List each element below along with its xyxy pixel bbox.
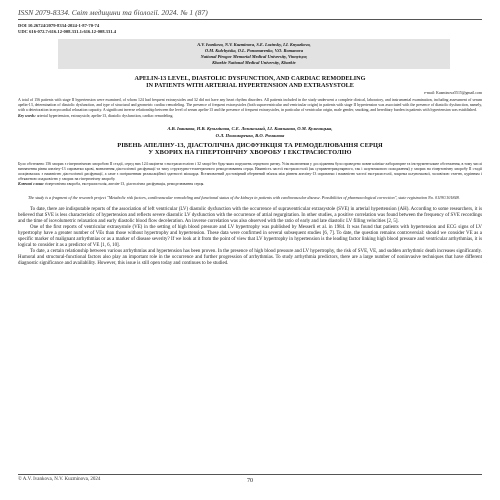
keywords-ua-text: гіпертонічна хвороба, екстрасистолія, апелін-13, діастолічна дисфункція, ремоделювання серця. bbox=[43, 182, 205, 187]
page-number: 70 bbox=[247, 478, 253, 484]
keywords-en bbox=[18, 114, 482, 119]
keywords-en-label: Key words: bbox=[18, 114, 36, 119]
article-title-ua bbox=[18, 142, 482, 156]
article-meta bbox=[18, 23, 482, 35]
authors-line-1: A.V. Ivankova, N.V. Kuzminova, S.E. Lozinsky, I.I. Knyazkova, bbox=[197, 42, 311, 47]
authors-ua-line-1: А.В. Іванкова, Н.В. Кузьмінова, С.Е. Лозинський, І.І. Князькова, О.М. Кульчицька, bbox=[167, 126, 333, 132]
title-en-line-1: APELIN-13 LEVEL, DIASTOLIC DYSFUNCTION, AND CARDIAC REMODELING bbox=[134, 74, 366, 82]
authors-ua-line-2: О.Л. Пономаренко, В.О. Романова bbox=[215, 132, 285, 138]
authors-line-2: O.M. Kulchytska, O.L. Ponomarenko, V.O. Romanova bbox=[204, 47, 304, 53]
journal-header: ISSN 2079-8334. Світ медицини та біології. 2024. № 1 (87) bbox=[18, 8, 482, 20]
body-paragraph-1: To date, there are indisputable reports of the association of left ventricular (LV) diastolic dysfunction with the occurrence of supraventricular extrasystole (SVE) in arterial hypertension (AH). According to some researchers, it is believed that SVE is less characteristic of hypertension and reflects severe diastolic LV dysfunction with the occurrence of atrial regurgitation. In other studies, a positive correlation was found between the frequency of SVE recordings and the time of isovolumetric relaxation and early diastolic blood flow deceleration. An inverse correlation was also observed with the ratio of early and late diastolic LV filling velocities [2, 5]. bbox=[18, 206, 482, 224]
affiliation-line-1: National Pirogov Memorial Medical University, Vinnytsya; bbox=[200, 53, 308, 59]
keywords-ua-label: Ключові слова: bbox=[18, 182, 44, 187]
research-project-note: The study is a fragment of the research project "Metabolic risk factors, cardiovascular remodeling and functional status of the kidneys in patients with cardiovascular disease. Possibilities of pharmacological correction", state registration No. 0119U101848. bbox=[28, 195, 460, 201]
title-ua-line-1: РІВЕНЬ АПЕЛІНУ-13, ДІАСТОЛІЧНА ДИСФУНКЦІЯ ТА РЕМОДЕЛЮВАННЯ СЕРЦЯ bbox=[117, 141, 383, 149]
footer-divider bbox=[18, 474, 482, 475]
abstract-ua: Було обстежено 156 хворих з гіпертонічною хворобою ІІ стадії, серед них 124 пацієнти з екстрасистолією і 32 хворі без будь-яких порушень серцевого ритму. Усім включеним у дослідження було проведено повне клініко-лабораторне та інструментальне обстеження, в тому числі визначення рівня апеліну-13 сироватки крові, визначення діастолічної дисфункції та типу структурно-геометричного ремоделювання серця. Наявність частої екстрасистолії (як суправентрикулярного, так і шлуночкового походження) у хворих на гіпертонічну хворобу ІІ стадії асоціювалась з наявністю діастолічної дисфункції, а саме з погіршенням релаксаційної здатності міокарда. Встановлений достовірний обернений зв'язок між рівнем апеліну-13 сироватки і наявністю частої екстрасистолії, зокрема шлуночкової, чоловічою статтю, курінням і обтяженою спадковістю у хворих на гіпертонічну хворобу. bbox=[18, 162, 482, 182]
contact-email: e-mail: Kuzminova5515@gmail.com bbox=[423, 91, 482, 96]
title-en-line-2: IN PATIENTS WITH ARTERIAL HYPERTENSION AND EXTRASYSTOLE bbox=[146, 81, 354, 89]
author-affiliation-box bbox=[58, 39, 450, 69]
doi: DOI 10.26724/2079-8334-2024-1-87-70-74 bbox=[18, 23, 100, 28]
title-ua-line-2: У ХВОРИХ НА ГІПЕРТОНІЧНУ ХВОРОБУ І ЕКСТРАСИСТОЛІЮ bbox=[148, 148, 352, 156]
authors-ua bbox=[18, 126, 482, 138]
copyright-notice: © A.V. Ivankova, N.V. Kuzminova, 2024 bbox=[18, 477, 101, 482]
keywords-en-text: arterial hypertension, extrasystole, apelin-13, diastolic dysfunction, cardiac remodeling. bbox=[35, 114, 174, 119]
affiliation-line-2: Kharkiv National Medical University, Kharkiv bbox=[212, 59, 296, 65]
abstract-en: A total of 156 patients with stage II hypertension were examined, of whom 124 had frequent extrasystoles and 32 did not have any heart rhythm disorders. All patients included in the study underwent a complete clinical, laboratory, and instrumental examination, including assessment of serum apelin-13, determination of diastolic dysfunction, and type of structural and geometric cardiac remodeling. The presence of frequent extrasystoles (both supraventricular and ventricular origin) in patients with stage II hypertension was associated with the presence of diastolic dysfunction, namely, with a deterioration in myocardial relaxation capacity. A significant inverse relationship between the level of serum apelin-13 and the presence of frequent extrasystoles, in particular of ventricular origin, male gender, smoking, and hereditary burden in patients with hypertension was established. bbox=[18, 98, 482, 113]
article-title-en bbox=[18, 75, 482, 89]
udc: UDC 616-072.7:616.12-008.331.1:616.12-008.331.4 bbox=[18, 29, 116, 34]
body-paragraph-2: One of the first reports of ventricular extrasystole (VE) in the setting of high blood pressure and LV hypertrophy was published by Messerli et al. in 1984. It was found that patients with hypertension and ECG signs of LV hypertrophy have a greater number of VEs than those without hypertrophy and hypertension. These data were confirmed in several subsequent studies [6, 7]. To date, the question remains controversial: should we consider VE as a specific marker of malignant arrhythmias or as a marker of disease severity? If we look at it from the point of view that LV hypertrophy in hypertension is the leading factor linking high blood pressure and ventricular arrhythmias, it is logical to consider it as a predictor of VE [1, 6, 10]. bbox=[18, 225, 482, 249]
article-page bbox=[18, 8, 482, 492]
body-paragraph-3: To date, a certain relationship between various arrhythmias and hypertension has been proven. In the presence of high blood pressure and LV hypertrophy, the risk of SVE, VE, and sudden arrhythmic death increases significantly. Humoral and structural-functional factors also play an important role in the occurrence and further progression of arrhythmias. To study arrhythmia predictors, there are a large number of noninvasive techniques that have different diagnostic significance and availability. However, this issue is still open today and continues to be studied. bbox=[18, 249, 482, 267]
keywords-ua bbox=[18, 182, 482, 187]
